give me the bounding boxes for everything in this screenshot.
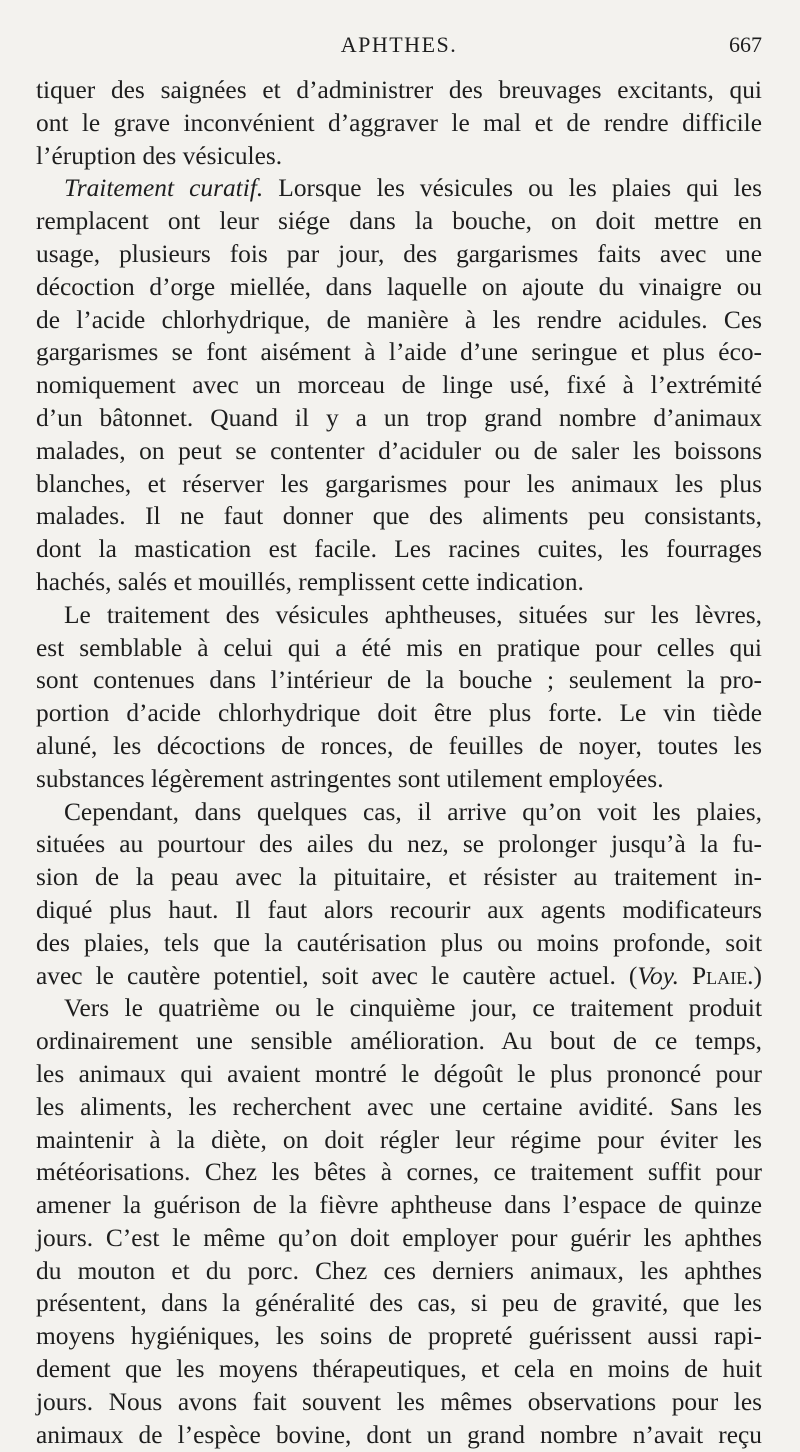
paragraph-3 [36,599,762,796]
text-line: remplacent ont leur siége dans la bouche, on doit mettre en [36,207,762,236]
text-line: jours. C’est le même qu’on doit employer pour guérir les aphthes [36,1223,762,1252]
page-number: 667 [729,32,762,57]
text-line: blanches, et réserver les gargarismes pour les animaux les plus [36,469,762,498]
text-line: hachés, salés et mouillés, remplissent cette indication. [36,567,584,596]
text-line: sont contenues dans l’intérieur de la bouche ; seulement la pro- [36,666,762,695]
text-line: animaux de l’espèce bovine, dont un grand nombre n’avait reçu [36,1420,762,1449]
running-head [36,30,762,74]
text-line: Vers le quatrième ou le cinquième jour, ce traitement produit [64,994,762,1023]
text-line: Le traitement des vésicules aphtheuses, situées sur les lèvres, [64,600,762,629]
text-line: aluné, les décoctions de ronces, de feuilles de noyer, toutes les [36,731,762,760]
text-line [36,172,762,205]
text-line: est semblable à celui qui a été mis en pratique pour celles qui [36,633,762,662]
text-line: substances légèrement astringentes sont utilement employées. [36,764,664,793]
text-line: usage, plusieurs fois par jour, des gargarismes faits avec une [36,239,762,268]
text-line: moyens hygiéniques, les soins de propreté guérissent aussi rapi- [36,1322,762,1351]
text-fragment: avec le cautère potentiel, soit avec le cautère actuel. ( [36,961,638,990]
text-line: amener la guérison de la fièvre aphtheuse dans l’espace de quinze [36,1191,762,1220]
text-line: météorisations. Chez les bêtes à cornes, ce traitement suffit pour [36,1158,762,1187]
text-fragment: Lorsque les vésicules ou les plaies qui les [263,174,762,203]
text-line: tiquer des saignées et d’administrer des breuvages excitants, qui [36,76,762,104]
text-line: de l’acide chlorhydrique, de manière à les rendre acidules. Ces [36,305,762,334]
text-line: ordinairement une sensible amélioration. Au bout de ce temps, [36,1027,762,1056]
text-line: situées au pourtour des ailes du nez, se prolonger jusqu’à la fu- [36,830,762,859]
paragraph-1 [36,74,762,172]
text-line: malades, on peut se contenter d’aciduler ou de saler les boissons [36,436,762,465]
text-line: dement que les moyens thérapeutiques, et cela en moins de huit [36,1355,762,1384]
text-line [36,960,762,993]
text-line: d’un bâtonnet. Quand il y a un trop grand nombre d’animaux [36,403,762,432]
text-line: gargarismes se font aisément à l’aide d’une seringue et plus éco- [36,338,762,367]
running-title: APHTHES. [340,32,458,57]
text-line: l’éruption des vésicules. [36,141,283,170]
text-line: des plaies, tels que la cautérisation plus ou moins profonde, soit [36,928,762,957]
text-line: portion d’acide chlorhydrique doit être plus forte. Le vin tiède [36,699,762,728]
cross-reference-voy: Voy. [637,961,679,990]
paragraph-5 [36,992,762,1451]
text-line: décoction d’orge miellée, dans laquelle on ajoute du vinaigre ou [36,272,762,301]
paragraph-4 [36,796,762,993]
text-line: nomiquement avec un morceau de linge usé, fixé à l’extrémité [36,371,762,400]
text-line: du mouton et du porc. Chez ces derniers animaux, les aphthes [36,1256,762,1285]
body-text [36,74,762,1451]
text-line: dont la mastication est facile. Les racines cuites, les fourrages [36,535,762,564]
text-line: jours. Nous avons fait souvent les mêmes observations pour les [36,1387,762,1416]
text-line: les animaux qui avaient montré le dégoût le plus prononcé pour [36,1059,762,1088]
section-lead: Traitement curatif. [64,174,264,203]
text-line: malades. Il ne faut donner que des aliments peu consistants, [36,502,762,531]
text-line: Cependant, dans quelques cas, il arrive qu’on voit les plaies, [64,797,762,826]
text-line: ont le grave inconvénient d’aggraver le mal et de rendre difficile [36,108,762,137]
text-line: maintenir à la diète, on doit régler leur régime pour éviter les [36,1125,762,1154]
paragraph-2 [36,172,762,598]
text-line: présentent, dans la généralité des cas, si peu de gravité, que les [36,1289,762,1318]
cross-reference-target: Plaie. [678,961,754,990]
text-line: diqué plus haut. Il faut alors recourir aux agents modificateurs [36,895,762,924]
text-fragment: ) [753,961,762,990]
text-line: sion de la peau avec la pituitaire, et résister au traitement in- [36,863,762,892]
text-line: les aliments, les recherchent avec une certaine avidité. Sans les [36,1092,762,1121]
